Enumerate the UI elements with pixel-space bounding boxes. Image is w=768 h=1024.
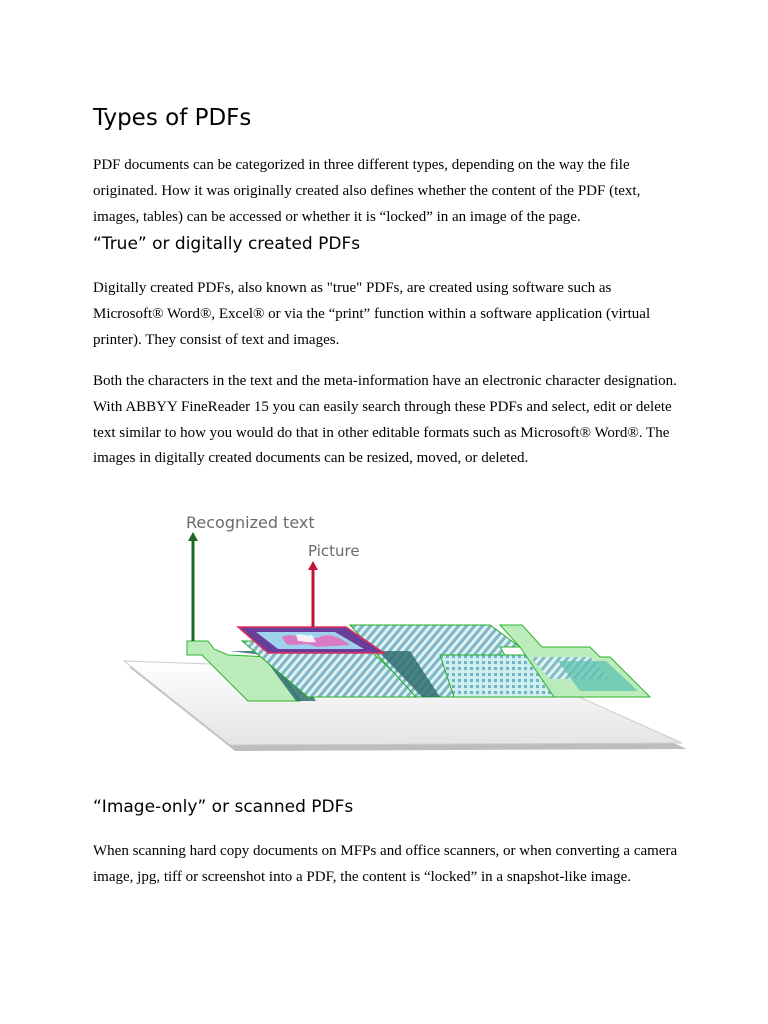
paragraph-scanned-pdfs-1: When scanning hard copy documents on MFPs and office scanners, or when converting a camera image, jpg, tiff or screenshot into a PDF, the content is “locked” in a snapshot-like image.	[93, 843, 678, 885]
picture-label: Picture	[308, 542, 360, 560]
section-heading-scanned-pdfs: “Image-only” or scanned PDFs	[93, 797, 354, 817]
section-heading-true-pdfs: “True” or digitally created PDFs	[93, 234, 361, 254]
paragraph-true-pdfs-1: Digitally created PDFs, also known as "true" PDFs, are created using software such as Microsoft® Word®, Excel® or via the “print” function within a software application (virtual printer). They consist of text and images.	[93, 280, 651, 348]
page-title: Types of PDFs	[93, 105, 252, 131]
pdf-layers-illustration	[110, 505, 690, 760]
pdf-layers-figure	[110, 505, 690, 760]
paragraph-true-pdfs-2: Both the characters in the text and the meta-information have an electronic character designation. With ABBYY FineReader 15 you can easily search through these PDFs and select, edit or delete text similar to how you would do that in other editable formats such as Microsoft® Word®. The images in digitally created documents can be resized, moved, or deleted.	[93, 373, 677, 467]
intro-paragraph: PDF documents can be categorized in three different types, depending on the way the file originated. How it was originally created also defines whether the content of the PDF (text, images, tables) can be accessed or whether it is “locked” in an image of the page.	[93, 157, 641, 225]
picture-arrow	[308, 561, 318, 627]
recognized-text-label: Recognized text	[186, 513, 315, 532]
recognized-text-arrow	[188, 532, 198, 641]
